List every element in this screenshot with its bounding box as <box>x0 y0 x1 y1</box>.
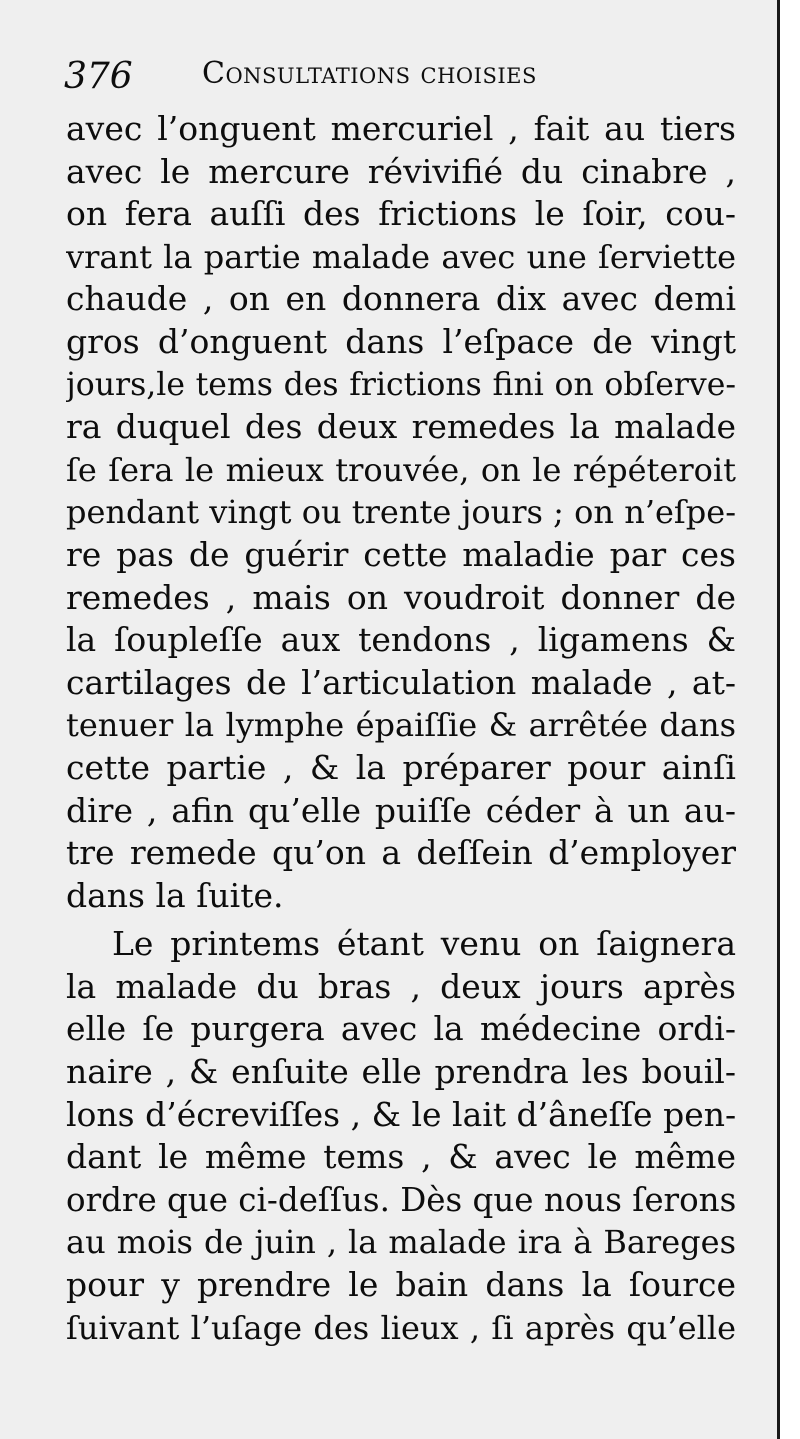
text-line: jours,le tems des frictions fini on obſerve- <box>66 366 736 403</box>
text-line: tre remede qu’on a deſſein d’employer <box>66 833 736 873</box>
text-line: avec l’onguent mercuriel , fait au tiers <box>66 109 736 148</box>
text-line: au mois de juin , la malade ira à Bareges <box>66 1223 736 1262</box>
text-line: pour y prendre le bain dans la ſource <box>66 1265 736 1305</box>
text-line: Le printems étant venu on ſaignera <box>112 924 736 964</box>
paragraph-2 <box>66 923 736 1349</box>
running-title: Consultations choisies <box>202 56 537 91</box>
text-line: on fera auſſi des frictions le ſoir, cou- <box>66 194 736 234</box>
text-line: naire , & enſuite elle prendra les bouil- <box>66 1052 736 1092</box>
text-line: ordre que ci-deſſus. Dès que nous ſerons <box>66 1180 736 1219</box>
text-line: ſe ſera le mieux trouvée, on le répéteroit <box>66 450 736 489</box>
text-line: la malade du bras , deux jours après <box>66 966 736 1006</box>
text-line: la ſoupleſſe aux tendons , ligamens & <box>66 620 736 660</box>
text-line: cette partie , & la préparer pour ainſi <box>66 747 736 787</box>
text-line: gros d’onguent dans l’eſpace de vingt <box>66 321 736 361</box>
page-edge-margin <box>780 0 800 1439</box>
text-line: elle ſe purgera avec la médecine ordi- <box>66 1009 736 1049</box>
text-line: avec le mercure révivifié du cinabre , <box>66 151 736 191</box>
text-line: ra duquel des deux remedes la malade <box>66 407 736 447</box>
text-line: ſuivant l’uſage des lieux , ſi après qu’elle <box>66 1308 736 1347</box>
text-line: dire , afin qu’elle puiſſe céder à un au- <box>66 790 736 830</box>
paragraph-1 <box>66 108 736 917</box>
text-line: lons d’écreviſſes , & le lait d’âneſſe pen- <box>66 1094 736 1134</box>
text-line: pendant vingt ou trente jours ; on n’eſpe- <box>66 493 736 532</box>
page-header <box>64 52 764 112</box>
text-line: dant le même tems , & avec le même <box>66 1137 736 1177</box>
text-line: re pas de guérir cette maladie par ces <box>66 534 736 574</box>
text-line: chaude , on en donnera dix avec demi <box>66 279 736 319</box>
text-line: vrant la partie malade avec une ſerviette <box>66 237 736 276</box>
text-line: tenuer la lymphe épaiſſie & arrêtée dans <box>66 706 736 745</box>
body-text <box>66 108 736 1349</box>
text-line: dans la ſuite. <box>66 875 284 915</box>
page-number: 376 <box>64 56 133 97</box>
text-line: cartilages de l’articulation malade , at- <box>66 662 736 702</box>
text-line: remedes , mais on voudroit donner de <box>66 577 736 617</box>
